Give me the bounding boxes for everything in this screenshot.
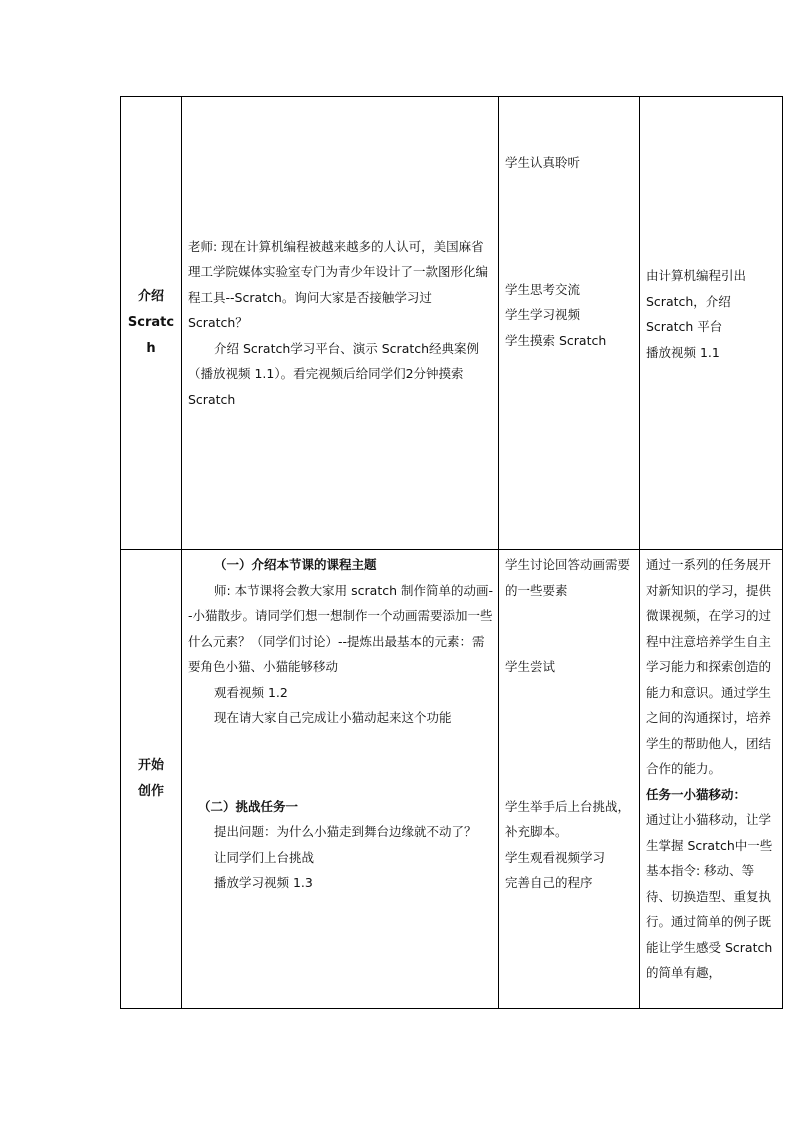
student-line: 学生尝试 [505, 659, 556, 674]
lesson-plan-table [120, 96, 783, 1009]
table-row [121, 550, 783, 1009]
teacher-paragraph: 现在请大家自己完成让小猫动起来这个功能 [214, 710, 452, 725]
teacher-paragraph: 老师: 现在计算机编程被越来越多的人认可，美国麻省理工学院媒体实验室专门为青少年设计了一款图形化编程工具--Scratch。询问大家是否接触学习过 Scratch？ [188, 238, 489, 331]
stage-label: 开始 创作 [137, 758, 164, 799]
design-intent-cell [640, 97, 783, 550]
student-line: 学生举手后上台挑战，补充脚本。 [505, 798, 631, 839]
teacher-paragraph: 师: 本节课将会教大家用 scratch 制作简单的动画--小猫散步。请同学们想一想制作一个动画需要添加一些什么元素？（同学们讨论）--提炼出最基本的元素：需要角色小猫、小猫能够移动 [188, 582, 494, 674]
student-line: 学生观看视频学习 [505, 849, 606, 865]
intent-paragraph: 通过让小猫移动，让学生掌握 Scratch中一些基本指令: 移动、等待、切换造型、重复执行。通过简单的例子既能让学生感受 Scratch的简单有趣， [646, 812, 773, 980]
student-line: 学生讨论回答动画需要的一些要素 [505, 557, 631, 598]
design-intent-cell [640, 550, 783, 1009]
student-line: 学生学习视频 [505, 307, 581, 322]
student-line: 学生思考交流 [505, 281, 581, 297]
student-line: 学生认真聆听 [505, 155, 581, 170]
teacher-paragraph: 提出问题：为什么小猫走到舞台边缘就不动了？ [214, 824, 477, 839]
table-row [121, 97, 783, 550]
stage-cell [121, 550, 182, 1009]
student-activity-cell [499, 550, 640, 1009]
stage-cell [121, 97, 182, 550]
section-heading: （一）介绍本节课的课程主题 [214, 557, 377, 572]
student-activity-cell [499, 97, 640, 550]
teacher-activity-cell [182, 97, 499, 550]
teacher-paragraph: 介绍 Scratch学习平台、演示 Scratch经典案例（播放视频 1.1）。看完视频后给同学们2分钟摸索 Scratch [188, 340, 480, 407]
intent-line: Scratch 平台 [646, 319, 723, 334]
intent-line: Scratch，介绍 [646, 293, 731, 309]
teacher-paragraph: 让同学们上台挑战 [214, 849, 315, 865]
student-line: 学生摸索 Scratch [505, 332, 607, 348]
teacher-paragraph: 观看视频 1.2 [214, 684, 288, 700]
intent-paragraph: 通过一系列的任务展开对新知识的学习，提供微课视频，在学习的过程中注意培养学生自主学习能力和探索创造的能力和意识。通过学生之间的沟通探讨，培养学生的帮助他人，团结合作的能力。 [646, 557, 772, 776]
intent-line: 播放视频 1.1 [646, 344, 720, 360]
intent-heading: 任务一小猫移动： [646, 786, 747, 802]
section-heading: （二）挑战任务一 [198, 798, 299, 814]
intent-line: 由计算机编程引出 [646, 268, 747, 283]
teacher-activity-cell [182, 550, 499, 1009]
teacher-paragraph: 播放学习视频 1.3 [214, 875, 313, 890]
student-line: 完善自己的程序 [505, 875, 593, 890]
stage-label: 介绍 Scratc h [127, 289, 175, 356]
